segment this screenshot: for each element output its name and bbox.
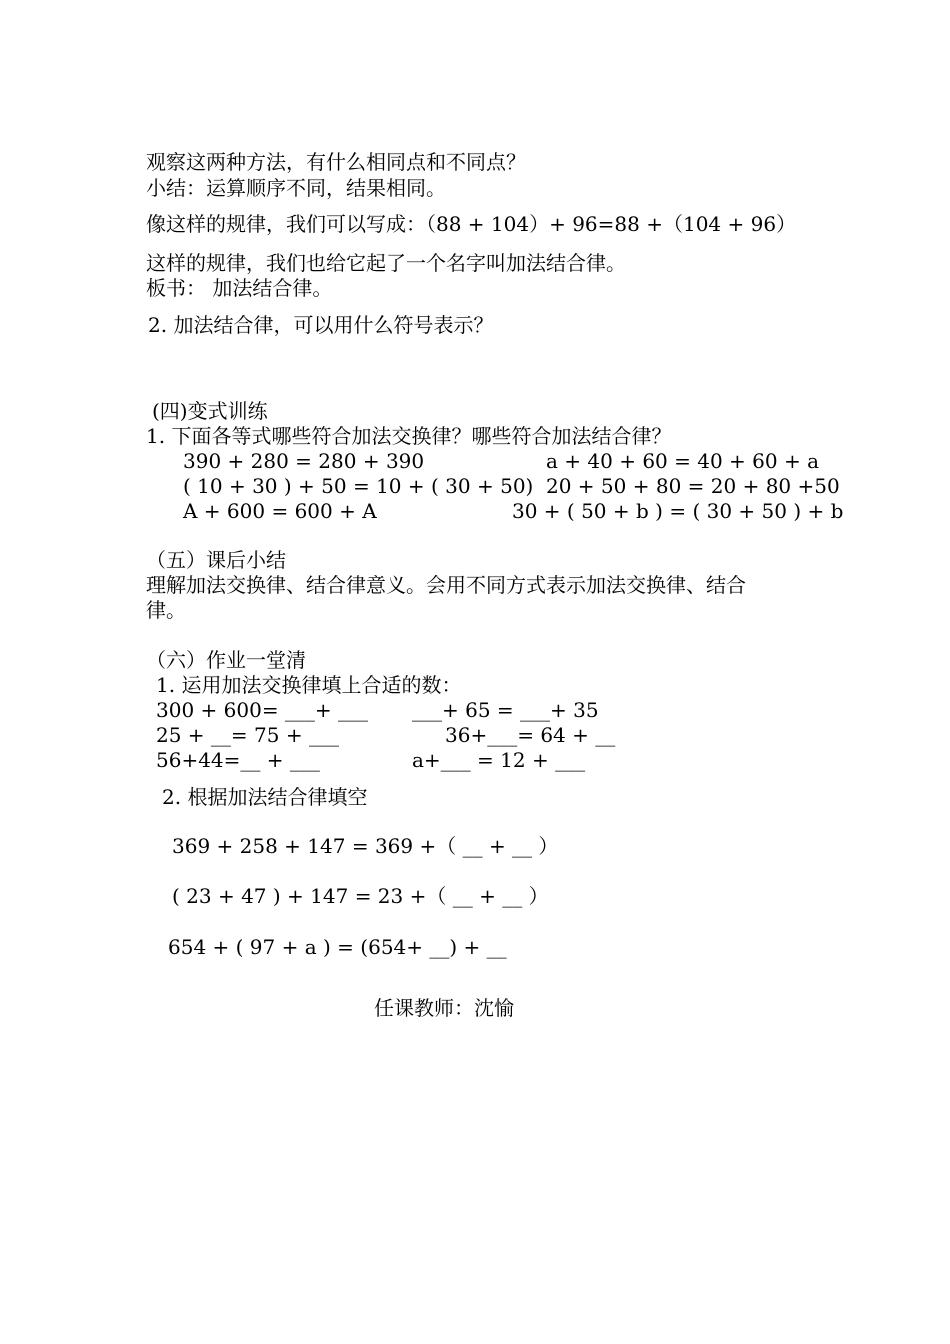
assoc-fill-2: ( 23 + 47 ) + 147 = 23 +（ __ + __ ） xyxy=(172,884,549,908)
fill-right-3: a+___ = 12 + ___ xyxy=(412,748,586,772)
eq-right-3: 30 + ( 50 + b ) = ( 30 + 50 ) + b xyxy=(512,499,844,523)
fill-left-1: 300 + 600= ___+ ___ xyxy=(156,698,369,722)
eq-right-2: 20 + 50 + 80 = 20 + 80 +50 xyxy=(546,474,840,498)
section5-heading: （五）课后小结 xyxy=(146,548,286,572)
section6-heading: （六）作业一堂清 xyxy=(146,648,306,672)
rule-name: 这样的规律，我们也给它起了一个名字叫加法结合律。 xyxy=(146,251,626,275)
rule-write: 像这样的规律，我们可以写成：（88 + 104）+ 96=88 +（104 + 96） xyxy=(146,212,797,236)
teacher-signature: 任课教师：沈愉 xyxy=(374,996,514,1020)
summary-small: 小结：运算顺序不同，结果相同。 xyxy=(146,176,446,200)
fill-left-2: 25 + __= 75 + ___ xyxy=(156,723,339,747)
assoc-fill-3: 654 + ( 97 + a ) = (654+ __) + __ xyxy=(168,935,507,959)
task-2: 2. 根据加法结合律填空 xyxy=(162,785,368,809)
question-2: 2. 加法结合律，可以用什么符号表示？ xyxy=(148,313,494,337)
fill-right-2: 36+___= 64 + __ xyxy=(445,723,616,747)
eq-left-2: ( 10 + 30 ) + 50 = 10 + ( 30 + 50) xyxy=(183,474,534,498)
section4-heading: (四)变式训练 xyxy=(152,399,268,423)
eq-left-1: 390 + 280 = 280 + 390 xyxy=(183,449,425,473)
task-1: 1. 运用加法交换律填上合适的数： xyxy=(156,673,462,697)
assoc-fill-1: 369 + 258 + 147 = 369 +（ __ + __ ） xyxy=(172,834,559,858)
section4-question: 1. 下面各等式哪些符合加法交换律？哪些符合加法结合律？ xyxy=(146,424,672,448)
eq-right-1: a + 40 + 60 = 40 + 60 + a xyxy=(546,449,820,473)
section5-text-2: 律。 xyxy=(146,598,186,622)
fill-right-1: ___+ 65 = ___+ 35 xyxy=(412,698,599,722)
fill-left-3: 56+44=__ + ___ xyxy=(156,748,320,772)
section5-text-1: 理解加法交换律、结合律意义。会用不同方式表示加法交换律、结合 xyxy=(146,573,746,597)
observe-question: 观察这两种方法，有什么相同点和不同点？ xyxy=(146,150,526,174)
eq-left-3: A + 600 = 600 + A xyxy=(183,499,377,523)
board-text: 板书： 加法结合律。 xyxy=(146,276,333,300)
